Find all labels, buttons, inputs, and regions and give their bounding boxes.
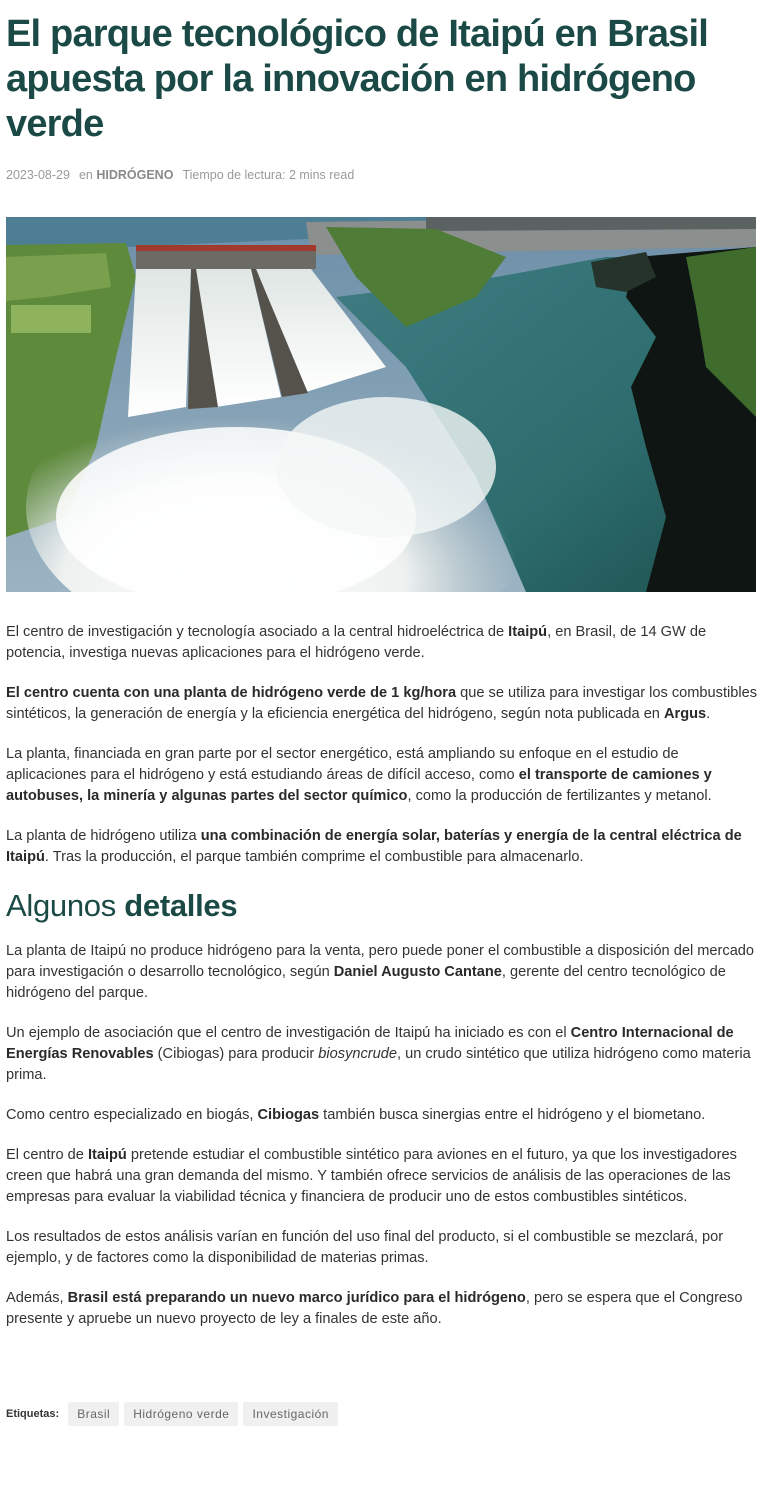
- category-prefix: en: [78, 168, 93, 182]
- paragraph: La planta de Itaipú no produce hidrógeno para la venta, pero puede poner el combustible a disposición del mercado para investigación o desarrollo tecnológico, según Daniel Augusto Cantane, gerente del centro tecnológico de hidrógeno del parque.: [6, 943, 755, 1001]
- paragraph: El centro cuenta con una planta de hidrógeno verde de 1 kg/hora que se utiliza para investigar los combustibles sintéticos, la generación de energía y la eficiencia energética del hidrógeno, según nota publicada en Argus.: [6, 685, 758, 722]
- paragraph: Además, Brasil está preparando un nuevo marco jurídico para el hidrógeno, pero se espera que el Congreso presente y apruebe un nuevo proyecto de ley a finales de este año.: [6, 1290, 743, 1327]
- paragraph: El centro de investigación y tecnología asociado a la central hidroeléctrica de Itaipú, en Brasil, de 14 GW de potencia, investiga nuevas aplicaciones para el hidrógeno verde.: [6, 624, 707, 661]
- reading-time: Tiempo de lectura: 2 mins read: [182, 168, 355, 182]
- article-body: [6, 622, 758, 1349]
- paragraph: Un ejemplo de asociación que el centro de investigación de Itaipú ha iniciado es con el Centro Internacional de Energías Renovables (Cibiogas) para producir biosyncrude, un crudo sintético que utiliza hidrógeno como materia prima.: [6, 1025, 751, 1083]
- tag-list: [6, 1402, 338, 1426]
- hero-image: [6, 217, 756, 592]
- section-heading: Algunos detalles: [6, 888, 238, 923]
- tag-hidrogeno-verde[interactable]: Hidrógeno verde: [124, 1402, 238, 1426]
- paragraph: Los resultados de estos análisis varían en función del uso final del producto, si el combustible se mezclará, por ejemplo, y de factores como la disponibilidad de materias primas.: [6, 1229, 724, 1266]
- publish-date: 2023-08-29: [6, 168, 70, 182]
- paragraph: Como centro especializado en biogás, Cibiogas también busca sinergias entre el hidrógeno y el biometano.: [6, 1107, 706, 1123]
- category-link[interactable]: HIDRÓGENO: [96, 168, 174, 182]
- paragraph: La planta, financiada en gran parte por el sector energético, está ampliando su enfoque en el estudio de aplicaciones para el hidrógeno y está estudiando áreas de difícil acceso, como el transporte de camiones y autobuses, la minería y algunas partes del sector químico, como la producción de fertilizantes y metanol.: [6, 746, 712, 804]
- paragraph: La planta de hidrógeno utiliza una combinación de energía solar, baterías y energía de la central eléctrica de Itaipú. Tras la producción, el parque también comprime el combustible para almacenarlo.: [6, 828, 742, 865]
- category-line: [79, 168, 173, 182]
- tags-label: Etiquetas:: [6, 1408, 60, 1420]
- article-meta: [6, 168, 354, 182]
- paragraph: El centro de Itaipú pretende estudiar el combustible sintético para aviones en el futuro, ya que los investigadores creen que habrá una gran demanda del mismo. Y también ofrece servicios de análisis de las operaciones de las empresas para evaluar la viabilidad técnica y financiera de producir uno de estos combustibles sintéticos.: [6, 1147, 737, 1205]
- source-link[interactable]: Argus: [663, 706, 707, 722]
- article-title: El parque tecnológico de Itaipú en Brasil apuesta por la innovación en hidrógeno verde: [6, 13, 709, 145]
- tag-investigacion[interactable]: Investigación: [243, 1402, 338, 1426]
- tag-brasil[interactable]: Brasil: [68, 1402, 119, 1426]
- dam-illustration: [6, 217, 756, 592]
